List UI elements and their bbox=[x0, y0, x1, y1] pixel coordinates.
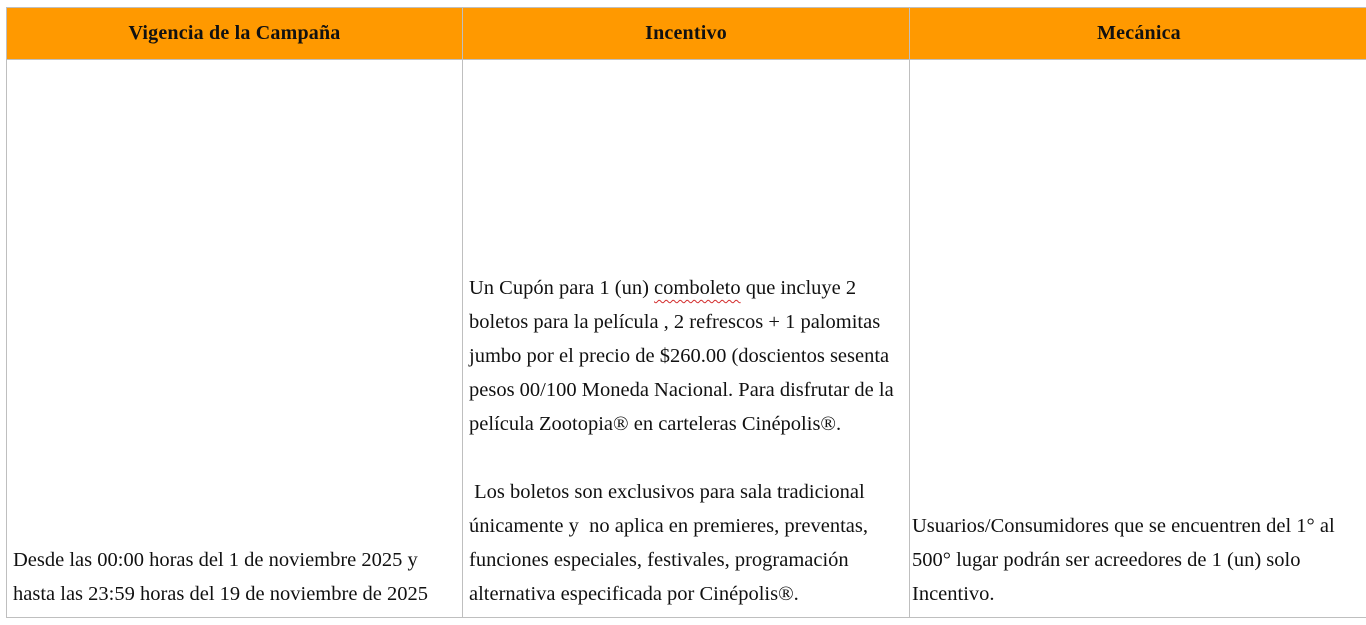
table-row bbox=[7, 60, 1366, 618]
cell-incentivo bbox=[463, 60, 910, 618]
header-incentivo: Incentivo bbox=[463, 8, 910, 60]
header-row bbox=[7, 8, 1366, 60]
campaign-terms-table bbox=[6, 7, 1366, 618]
header-mecanica: Mecánica bbox=[910, 8, 1366, 60]
incentivo-p1-start: Un Cupón para 1 (un) bbox=[469, 277, 655, 299]
incentivo-paragraph-2: Los boletos son exclusivos para sala tradicional únicamente y no aplica en premieres, preventas, funciones especiales, festivales, programación alternativa especificada por Cinépolis®. bbox=[469, 481, 874, 605]
spellcheck-flagged-word[interactable]: comboleto bbox=[654, 277, 741, 299]
header-vigencia: Vigencia de la Campaña bbox=[7, 8, 463, 60]
incentivo-paragraph-1 bbox=[469, 271, 903, 441]
table-header bbox=[7, 8, 1366, 60]
cell-mecanica bbox=[910, 60, 1366, 618]
mecanica-text: Usuarios/Consumidores que se encuentren del 1° al 500° lugar podrán ser acreedores de 1 (un) solo Incentivo. bbox=[912, 515, 1335, 605]
cell-vigencia bbox=[7, 60, 463, 618]
paragraph-gap bbox=[469, 441, 903, 475]
vigencia-text: Desde las 00:00 horas del 1 de noviembre 2025 y hasta las 23:59 horas del 19 de noviembre de 2025 bbox=[13, 549, 429, 605]
table-body bbox=[7, 60, 1366, 618]
incentivo-p1-rest: que incluye 2 boletos para la película , 2 refrescos + 1 palomitas jumbo por el precio de $260.00 (doscientos sesenta pesos 00/100 Moneda Nacional. Para disfrutar de la película Zootopia® en carteleras Cinépolis®. bbox=[469, 277, 894, 435]
